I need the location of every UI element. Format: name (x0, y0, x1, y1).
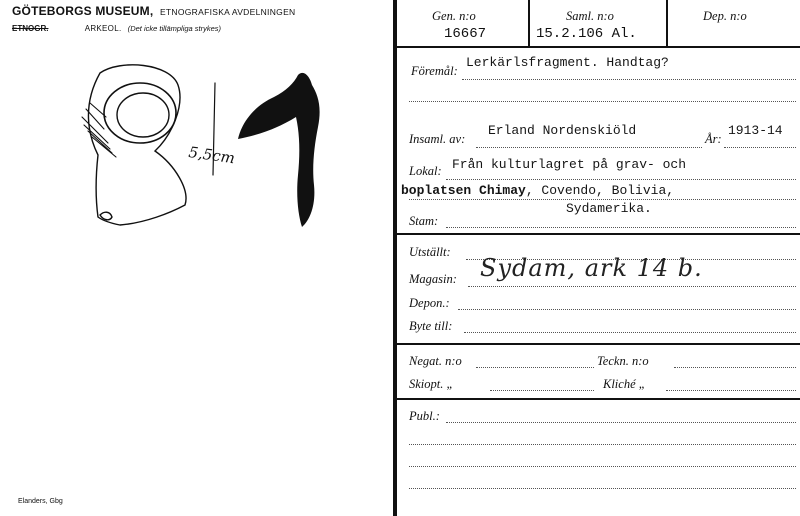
stam-dotline (446, 227, 796, 228)
foremal-dotline-2 (409, 101, 796, 102)
insaml-dotline (476, 147, 702, 148)
foremal-dotline (462, 79, 796, 80)
negat-label: Negat. n:o (409, 354, 462, 368)
publ-dotline-1 (446, 422, 796, 423)
insaml-label: Insaml. av: (409, 132, 466, 146)
magasin-handwritten: Sydam, ark 14 b. (480, 254, 703, 282)
lower-rule (397, 343, 800, 345)
publ-dotline-3 (409, 466, 796, 467)
ar-value: 1913-14 (728, 123, 783, 138)
museum-name: GÖTEBORGS MUSEUM, (12, 4, 154, 18)
arkeol-label: ARKEOL. (84, 24, 122, 33)
museum-header (12, 4, 295, 18)
saml-label: Saml. n:o (566, 9, 614, 23)
lokal-label: Lokal: (409, 164, 442, 178)
handle-top-ring (104, 83, 176, 143)
card-left-border (393, 0, 397, 516)
teckn-label: Teckn. n:o (597, 354, 649, 368)
measurement-annotation: 5,5cm (187, 143, 237, 168)
skiopt-dotline (490, 390, 594, 391)
printer-imprint: Elanders, Gbg (18, 498, 63, 505)
publ-dotline-2 (409, 444, 796, 445)
struck-etnogr: ETNOGR. (12, 24, 49, 33)
lokal-line3: Sydamerika. (566, 201, 652, 216)
negat-dotline (476, 367, 594, 368)
lokal-site: boplatsen Chimay (401, 183, 526, 198)
column-divider-1 (528, 0, 530, 46)
gen-value: 16667 (444, 26, 487, 42)
lokal-line1: Från kulturlagret på grav- och (452, 157, 687, 172)
middle-rule (397, 233, 800, 235)
byte-label: Byte till: (409, 319, 453, 333)
byte-dotline (464, 332, 796, 333)
gen-label: Gen. n:o (432, 9, 476, 23)
magasin-dotline (468, 286, 796, 287)
skiopt-label: Skiopt. „ (409, 377, 454, 391)
lokal-dotline-2 (409, 199, 796, 200)
publ-rule (397, 398, 800, 400)
kliche-dotline (666, 390, 796, 391)
saml-value: 15.2.106 Al. (536, 26, 637, 42)
lokal-place: , Covendo, Bolivia, (525, 183, 675, 198)
stam-label: Stam: (409, 214, 439, 228)
ar-dotline (724, 147, 796, 148)
foremal-value: Lerkärlsfragment. Handtag? (466, 55, 669, 70)
foremal-label: Föremål: (411, 64, 458, 78)
dep-label: Dep. n:o (703, 9, 747, 23)
depon-dotline (458, 309, 796, 310)
teckn-dotline (674, 367, 796, 368)
header-subline (12, 24, 221, 33)
insaml-value: Erland Nordenskiöld (488, 123, 637, 138)
magasin-label: Magasin: (409, 272, 457, 286)
header-note: (Det icke tillämpliga strykes) (127, 24, 222, 33)
header-bottom-rule (397, 46, 800, 48)
department-name: ETNOGRAFISKA AVDELNINGEN (159, 7, 296, 17)
kliche-label: Kliché „ (603, 377, 646, 391)
lokal-dotline (446, 179, 796, 180)
handle-top-inner (117, 93, 169, 137)
ar-label: År: (705, 132, 722, 146)
publ-dotline-4 (409, 488, 796, 489)
profile-silhouette (238, 73, 320, 227)
utstallt-label: Utställt: (409, 245, 451, 259)
depon-label: Depon.: (409, 296, 450, 310)
lokal-line2 (401, 183, 674, 198)
publ-label: Publ.: (409, 409, 440, 423)
column-divider-2 (666, 0, 668, 46)
